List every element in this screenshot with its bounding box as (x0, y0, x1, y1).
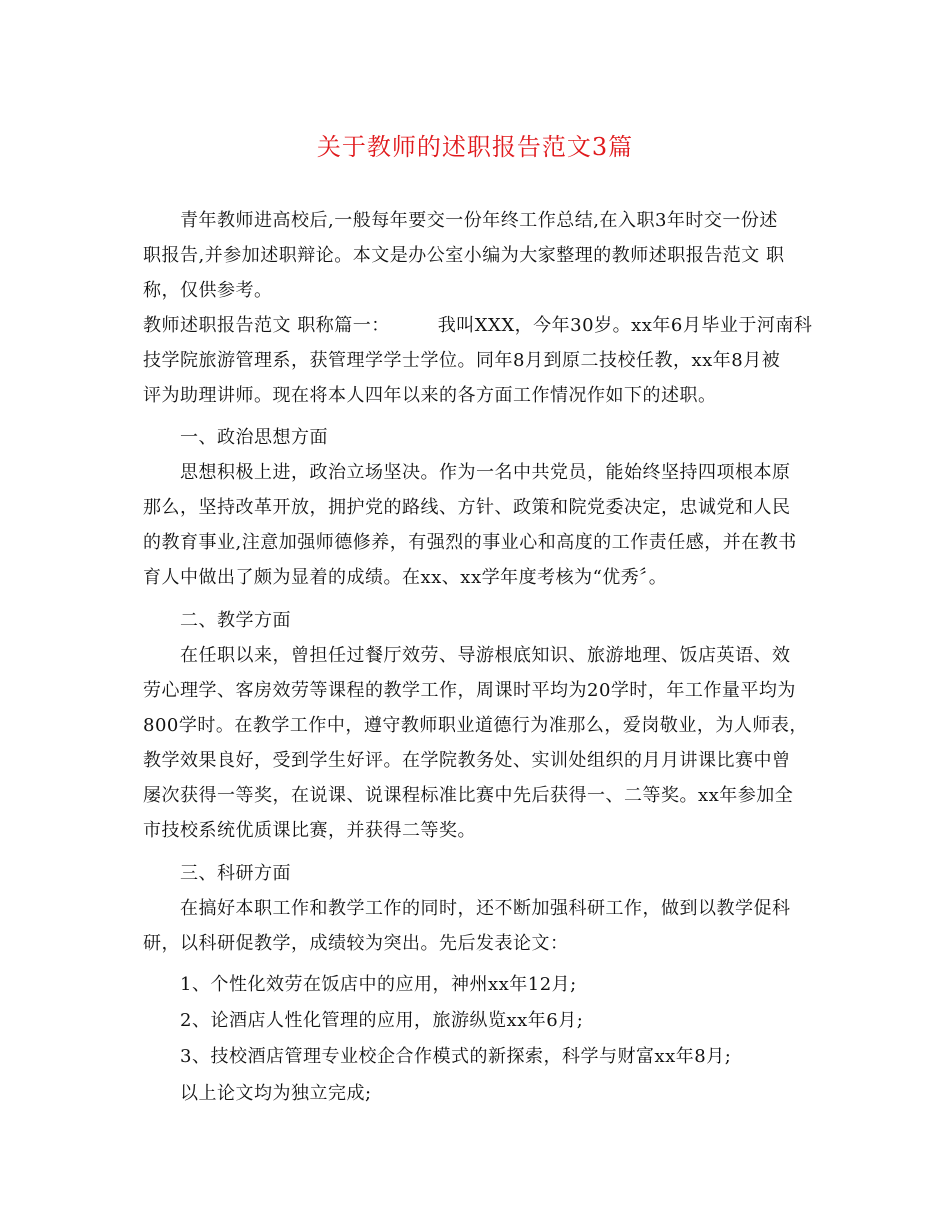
closing-line: 以上论文均为独立完成; (180, 1083, 372, 1104)
section-heading: 二、教学方面 (180, 610, 291, 631)
paper-item: 2、论酒店人性化管理的应用，旅游纵览xx年6月; (180, 1010, 584, 1031)
section-line: 育人中做出了颇为显着的成绩。在xx、xx学年度考核为“优秀〞。 (143, 567, 668, 588)
section-line: 屡次获得一等奖，在说课、说课程标准比赛中先后获得一、二等奖。xx年参加全 (143, 785, 794, 806)
article1-line: 评为助理讲师。现在将本人四年以来的各方面工作情况作如下的述职。 (143, 385, 717, 406)
section-line: 800学时。在教学工作中，遵守教师职业道德行为准那么，爱岗敬业，为人师表， (143, 715, 808, 736)
section-line: 在搞好本职工作和教学工作的同时，还不断加强科研工作，做到以教学促科 (180, 898, 791, 919)
section-line: 劳心理学、客房效劳等课程的教学工作，周课时平均为20学时，年工作量平均为 (143, 680, 796, 701)
article1-line: 技学院旅游管理系，获管理学学士学位。同年8月到原二技校任教，xx年8月被 (143, 350, 781, 371)
article1-first-text: 我叫XXX，今年30岁。xx年6月毕业于河南科 (437, 315, 813, 336)
section-line: 那么，坚持改革开放，拥护党的路线、方针、政策和院党委决定，忠诚党和人民 (143, 497, 791, 518)
section-heading: 三、科研方面 (180, 863, 291, 884)
paper-item: 1、个性化效劳在饭店中的应用，神州xx年12月; (180, 974, 577, 995)
intro-line: 称，仅供参考。 (143, 280, 273, 301)
section-line: 在任职以来，曾担任过餐厅效劳、导游根底知识、旅游地理、饭店英语、效 (180, 645, 791, 666)
section-line: 思想积极上进，政治立场坚决。作为一名中共党员，能始终坚持四项根本原 (180, 462, 791, 483)
intro-line: 职报告,并参加述职辩论。本文是办公室小编为大家整理的教师述职报告范文 职 (143, 245, 785, 266)
paper-item: 3、技校酒店管理专业校企合作模式的新探索，科学与财富xx年8月; (180, 1046, 732, 1067)
article1-label: 教师述职报告范文 职称篇一： (143, 315, 390, 336)
article1-first-line (143, 313, 812, 339)
section-line: 的教育事业,注意加强师德修养，有强烈的事业心和高度的工作责任感，并在教书 (143, 532, 797, 553)
section-line: 研，以科研促教学，成绩较为突出。先后发表论文： (143, 933, 569, 954)
section-line: 市技校系统优质课比赛，并获得二等奖。 (143, 820, 476, 841)
document-title: 关于教师的述职报告范文3篇 (316, 133, 634, 161)
section-line: 教学效果良好，受到学生好评。在学院教务处、实训处组织的月月讲课比赛中曾 (143, 750, 791, 771)
section-heading: 一、政治思想方面 (180, 427, 328, 448)
intro-line: 青年教师进高校后,一般每年要交一份年终工作总结,在入职3年时交一份述 (180, 210, 778, 231)
